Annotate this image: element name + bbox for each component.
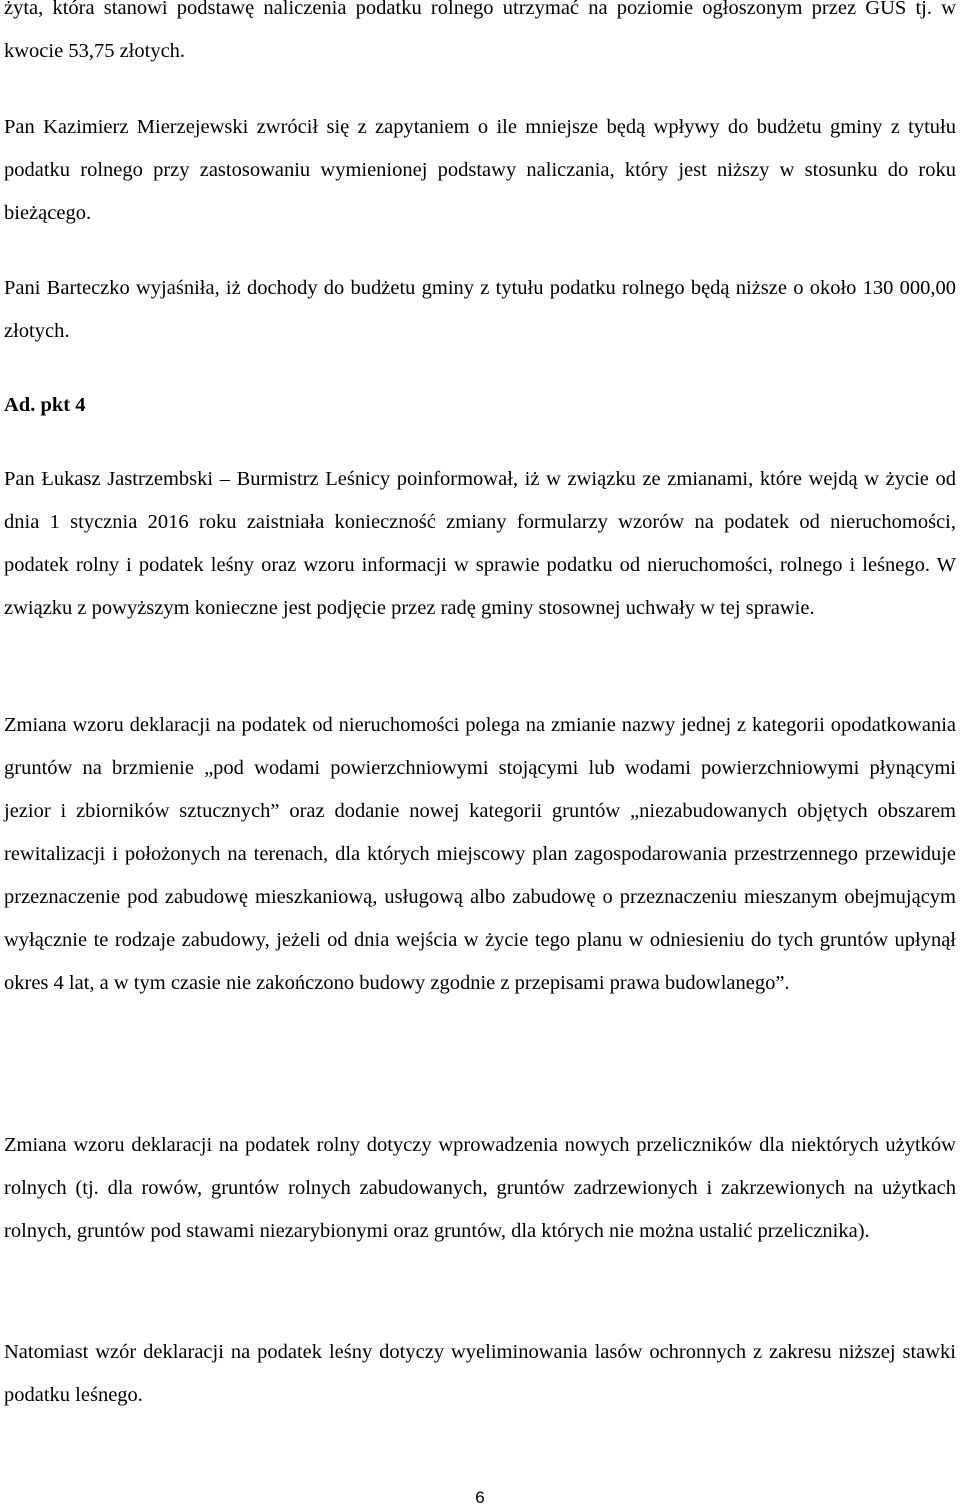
- page-number: 6: [475, 1488, 485, 1507]
- paragraph-barteczko-answer: Pani Barteczko wyjaśniła, iż dochody do budżetu gminy z tytułu podatku rolnego będą niższe o około 130 000,00 złotych.: [4, 277, 956, 342]
- paragraph-mierzejewski-question: Pan Kazimierz Mierzejewski zwrócił się z zapytaniem o ile mniejsze będą wpływy do budżetu gminy z tytułu podatku rolnego przy zastosowaniu wymienionej podstawy naliczania, który jest niższy w stosunku do roku bieżącego.: [4, 116, 956, 224]
- paragraph-rye-price: żyta, która stanowi podstawę naliczenia podatku rolnego utrzymać na poziomie ogłoszonym przez GUS tj. w kwocie 53,75 złotych.: [4, 0, 956, 62]
- paragraph-jastrzembski-announcement: Pan Łukasz Jastrzembski – Burmistrz Leśnicy poinformował, iż w związku ze zmianami, które wejdą w życie od dnia 1 stycznia 2016 roku zaistniała konieczność zmiany formularzy wzorów na podatek od nieruchomości, podatek rolny i podatek leśny oraz wzoru informacji w sprawie podatku od nieruchomości, rolnego i leśnego. W związku z powyższym konieczne jest podjęcie przez radę gminy stosownej uchwały w tej sprawie.: [4, 468, 956, 619]
- paragraph-property-tax-change: Zmiana wzoru deklaracji na podatek od nieruchomości polega na zmianie nazwy jednej z kategorii opodatkowania gruntów na brzmienie „pod wodami powierzchniowymi stojącymi lub wodami powierzchniowymi płynącymi jezior i zbiorników sztucznych” oraz dodanie nowej kategorii gruntów „niezabudowanych objętych obszarem rewitalizacji i położonych na terenach, dla których miejscowy plan zagospodarowania przestrzennego przewiduje przeznaczenie pod zabudowę mieszkaniową, usługową albo zabudowę o przeznaczeniu mieszanym obejmującym wyłącznie te rodzaje zabudowy, jeżeli od dnia wejścia w życie tego planu w odniesieniu do tych gruntów upłynął okres 4 lat, a w tym czasie nie zakończono budowy zgodnie z przepisami prawa budowlanego”.: [4, 714, 956, 994]
- section-heading: Ad. pkt 4: [4, 394, 86, 416]
- paragraph-forest-tax-change: Natomiast wzór deklaracji na podatek leśny dotyczy wyeliminowania lasów ochronnych z zakresu niższej stawki podatku leśnego.: [4, 1341, 956, 1406]
- paragraph-agricultural-tax-change: Zmiana wzoru deklaracji na podatek rolny dotyczy wprowadzenia nowych przeliczników dla niektórych użytków rolnych (tj. dla rowów, gruntów rolnych zabudowanych, gruntów zadrzewionych i zakrzewionych na użytkach rolnych, gruntów pod stawami niezarybionymi oraz gruntów, dla których nie można ustalić przelicznika).: [4, 1134, 956, 1242]
